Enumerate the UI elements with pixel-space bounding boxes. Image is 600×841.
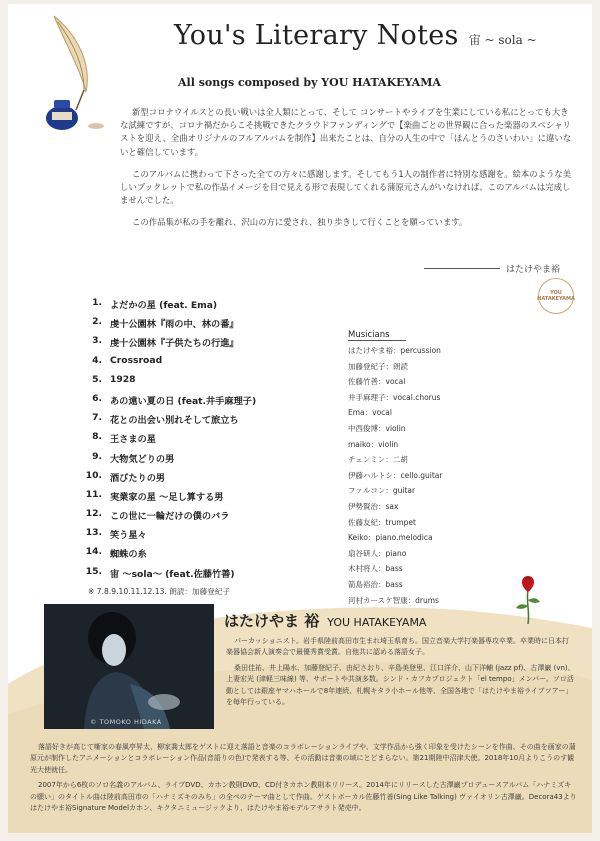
- track-item: 11. 実業家の星 〜足し算する男: [85, 488, 224, 503]
- musician-entry: maiko：violin: [348, 439, 399, 449]
- track-item: 12. この世に一輪だけの僕のバラ: [85, 508, 230, 523]
- track-item: 13. 笑う星々: [85, 527, 147, 542]
- musician-entry: 伊藤ハルトシ：cello.guitar: [348, 470, 443, 480]
- track-item: 3. 虔十公園林『子供たちの行進』: [92, 335, 239, 350]
- title-row: [174, 20, 537, 51]
- profile-name-jp: はたけやま 裕: [224, 612, 320, 630]
- track-item: 7. 花との出会い別れそして旅立ち: [92, 412, 239, 427]
- track-item: 4. Crossroad: [92, 354, 163, 366]
- page-subtitle: 宙 ~ sola ~: [468, 33, 537, 47]
- track-item: 8. 王さまの星: [92, 431, 156, 446]
- track-item: 10. 酒びたりの男: [85, 469, 166, 484]
- page-title: You's Literary Notes: [174, 20, 459, 51]
- profile-name-en: YOU HATAKEYAMA: [327, 616, 427, 629]
- musician-entry: はたけやま裕：percussion: [348, 346, 441, 355]
- profile-bio-upper: [226, 636, 576, 712]
- musician-entry: 加藤登紀子：朗読: [348, 361, 408, 371]
- track-item: 1. よだかの星 (feat. Ema): [92, 297, 218, 311]
- quill-inkpot-icon: [36, 14, 116, 134]
- intro-paragraph: この作品集が私の手を離れ、沢山の方に愛され、独り歩きして行くことを願っています。: [132, 217, 468, 228]
- profile-name: [224, 610, 426, 631]
- artist-photo: [44, 604, 214, 729]
- track-item: 14. 蜘蛛の糸: [85, 546, 147, 561]
- musician-entry: 井手麻理子：vocal.chorus: [348, 392, 441, 402]
- bio-paragraph: パーカッショニスト。岩手県陸前高田市生まれ埼玉県育ち。国立音楽大学打楽器専攻卒業。卒業時に日本打楽器協会新人演奏会で最優秀賞受賞。自他共に認める落語女子。: [226, 637, 570, 657]
- bio-paragraph: 2007年から6枚のソロ名義のアルバム、ライブDVD、カホン教則DVD、CD付きカホン教則本リリース。2014年にリリースした古澤巌プロデュースアルバム「ハナミズキの願い」のタイトル曲は陸前高田市の「ハナミズキのみち」の全ペのテーマ曲として作曲。ゲストボーカル佐藤竹善(Sing Like Talking) ヴァイオリン古澤巌。Decora43よりはたけやま裕Signature Modelカホン、キクタニミュージックより、はたけやま裕モデルアサラト発売中。: [30, 781, 577, 813]
- track-item: 6. あの遠い夏の日 (feat.井手麻理子): [92, 392, 257, 407]
- musician-entry: 伊勢賢治：sax: [348, 501, 399, 511]
- musician-entry: 佐藤竹善：vocal: [348, 377, 406, 387]
- artist-stamp-icon: [538, 278, 574, 314]
- photo-credit: © TOMOKO HIDAKA: [90, 718, 162, 726]
- musician-entry: Keiko：piano.melodica: [348, 533, 433, 543]
- musician-entry: 中西俊博：violin: [348, 423, 406, 433]
- musician-entry: 箭島裕治：bass: [348, 579, 403, 589]
- musicians-heading: Musicians: [348, 330, 406, 341]
- track-list: [84, 297, 256, 585]
- musician-entry: 扇谷研人：piano: [348, 548, 407, 558]
- intro-text: [120, 106, 576, 239]
- musician-entry: Ema：vocal: [348, 408, 392, 418]
- profile-bio-lower: [30, 742, 578, 818]
- track-item: 9. 大物気どりの男: [92, 450, 175, 465]
- intro-paragraph: 新型コロナウイルスとの長い戦いは全人類にとって、そして コンサートやライブを生業にしている私にとっても大きな試練ですが、コロナ禍だからこそ挑戦できたクラウドファンディングで【楽曲ごとの世界観に合った楽器のスペシャリストを迎え、全曲オリジナルのフルアルバムを制作】出来たことは、自分の人生の中で「ほんとうのさいわい」に違いないと確信しています。: [120, 107, 572, 157]
- track-item: 2. 虔十公園林『雨の中、林の番』: [92, 316, 239, 331]
- bio-paragraph: 落語好きが高じて噺家の春風亭昇太、柳家喬太郎をゲストに迎え落語と音楽のコラボレーションライブや、文学作品から強く印象を受けたシーンを作曲、その曲を画家の蒲原元が制作したアニメーションとコラボレーション作品(音語りの色)で発表する等、その活動は音楽の域にとどまらない。第21期陸中沼津大使。2018年10月よりこうのす観光大使就任。: [30, 743, 576, 774]
- signature-line: [424, 268, 500, 269]
- signature-name: はたけやま裕: [506, 265, 561, 275]
- track-item: 5. 1928: [92, 373, 136, 385]
- musician-entry: チェンミン：二胡: [348, 455, 408, 465]
- rose-icon: [508, 570, 548, 624]
- artist-photo-image: [44, 604, 214, 729]
- musician-entry: ファルコン：guitar: [348, 486, 416, 496]
- musician-entry: 佐藤友紀：trumpet: [348, 517, 416, 527]
- composer-credit: All songs composed by YOU HATAKEYAMA: [178, 76, 441, 89]
- page: [8, 4, 592, 833]
- track-item: 15. 宙 〜sola〜 (feat.佐藤竹善): [85, 565, 235, 580]
- stamp-text: HATAKEYAMA: [537, 296, 575, 302]
- musician-entry: 河村カースケ智康：drums: [348, 595, 439, 605]
- stamp-text: YOU: [550, 290, 562, 296]
- musician-entry: 木村将人：bass: [348, 564, 403, 574]
- intro-paragraph: このアルバムに携わって下さった全ての方々に感謝します。そしてもう1人の制作者に特別な感謝を。絵本のような美しいブックレットで私の作品イメージを目で見える形で表現してくれる蒲原元さんがいなければ、このアルバムは完成しませんでした。: [120, 168, 572, 206]
- reading-footnote: ※ 7.8.9.10.11.12.13. 朗読：加藤登紀子: [88, 587, 230, 596]
- signature: [424, 262, 560, 275]
- bio-paragraph: 桑田佳祐、井上陽水、加藤登紀子、由紀さおり、辛島美登里、江口洋介、山下洋輔 (jazz pf)、古澤巌 (vn)、上妻宏光 (津軽三味線) 等、サポートや共演多数。シンド・カフカプロジェクト「el tempo」メンバー。ソロ活動としては銀座ヤマハホールで8年連続、札幌キタラ小ホール他等、全国各地で「はたけやま裕ライブツアー」を毎年行っている。: [226, 663, 575, 707]
